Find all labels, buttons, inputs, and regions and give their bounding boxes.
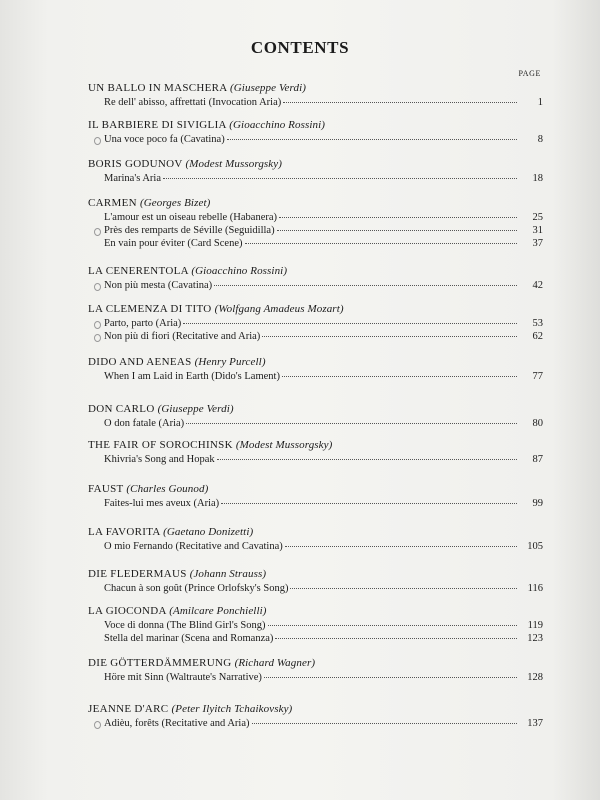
opera-title: THE FAIR OF SOROCHINSK [88, 439, 233, 451]
page-number: 53 [532, 318, 543, 329]
opera-title: DIE FLEDERMAUS [88, 568, 187, 580]
composer-name: (Gaetano Donizetti) [163, 526, 254, 538]
composer-name: (Modest Mussorgsky) [185, 158, 283, 170]
opera-heading [88, 604, 543, 619]
page-number: 37 [532, 238, 543, 249]
opera-heading [88, 702, 543, 717]
opera-heading [88, 402, 543, 417]
aria-title: Près des remparts de Séville (Seguidilla) [104, 225, 275, 236]
toc-section [88, 157, 543, 185]
aria-title: Chacun à son goût (Prince Orlofsky's Song) [104, 583, 289, 594]
aria-title: O mio Fernando (Recitative and Cavatina) [104, 541, 283, 552]
page-number: 105 [527, 541, 543, 552]
opera-title: UN BALLO IN MASCHERA [88, 82, 227, 94]
page-number: 42 [532, 280, 543, 291]
toc-entry[interactable] [88, 370, 543, 383]
toc-entry[interactable] [88, 453, 543, 466]
dot-leader [285, 546, 517, 547]
page-number: 80 [532, 418, 543, 429]
dot-leader [283, 102, 517, 103]
aria-title: Non più di fiori (Recitative and Aria) [104, 331, 261, 342]
toc-entry[interactable] [88, 279, 543, 292]
opera-heading [88, 567, 543, 582]
toc-section [88, 118, 543, 146]
toc-entry[interactable] [88, 172, 543, 185]
toc-entry[interactable] [88, 96, 543, 109]
pencil-mark-icon [94, 283, 101, 291]
dot-leader [186, 423, 517, 424]
page-title: CONTENTS [250, 38, 350, 57]
dot-leader [252, 723, 518, 724]
page-number: 99 [532, 498, 543, 509]
toc-section [88, 567, 543, 595]
toc-entry[interactable] [88, 133, 543, 146]
aria-title: O don fatale (Aria) [104, 418, 185, 429]
toc-section [88, 604, 543, 645]
page-number: 87 [532, 454, 543, 465]
page-number: 62 [532, 331, 543, 342]
toc-entry[interactable] [88, 632, 543, 645]
dot-leader [217, 459, 517, 460]
pencil-mark-icon [94, 721, 101, 729]
aria-title: Khivria's Song and Hopak [104, 454, 215, 465]
opera-title: DIE GÖTTERDÄMMERUNG [88, 657, 232, 669]
toc-section [88, 702, 543, 730]
opera-heading [88, 264, 543, 279]
opera-title: DIDO AND AENEAS [88, 356, 192, 368]
pencil-mark-icon [94, 334, 101, 342]
opera-heading [88, 157, 543, 172]
dot-leader [268, 625, 517, 626]
opera-heading [88, 81, 543, 96]
opera-title: LA FAVORITA [88, 526, 160, 538]
page-number: 128 [527, 672, 543, 683]
toc-entry[interactable] [88, 671, 543, 684]
opera-heading [88, 302, 543, 317]
dot-leader [290, 588, 517, 589]
toc-section [88, 656, 543, 684]
toc-entry[interactable] [88, 317, 543, 330]
pencil-mark-icon [94, 321, 101, 329]
toc-section [88, 302, 543, 343]
composer-name: (Wolfgang Amadeus Mozart) [214, 303, 344, 315]
dot-leader [264, 677, 517, 678]
toc-entry[interactable] [88, 619, 543, 632]
page-number: 25 [532, 212, 543, 223]
dot-leader [163, 178, 517, 179]
composer-name: (Charles Gounod) [126, 483, 209, 495]
page-column-label: PAGE [518, 69, 541, 78]
dot-leader [183, 323, 517, 324]
aria-title: Faites-lui mes aveux (Aria) [104, 498, 220, 509]
dot-leader [262, 336, 517, 337]
aria-title: L'amour est un oiseau rebelle (Habanera) [104, 212, 278, 223]
toc-section [88, 402, 543, 430]
toc-entry[interactable] [88, 417, 543, 430]
opera-title: BORIS GODUNOV [88, 158, 183, 170]
toc-entry[interactable] [88, 224, 543, 237]
aria-title: Una voce poco fa (Cavatina) [104, 134, 225, 145]
toc-section [88, 525, 543, 553]
opera-title: CARMEN [88, 197, 137, 209]
toc-section [88, 438, 543, 466]
toc-section [88, 264, 543, 292]
toc-entry[interactable] [88, 497, 543, 510]
aria-title: Stella del marinar (Scena and Romanza) [104, 633, 274, 644]
aria-title: Parto, parto (Aria) [104, 318, 182, 329]
opera-title: LA CLEMENZA DI TITO [88, 303, 212, 315]
aria-title: Adièu, forêts (Recitative and Aria) [104, 718, 250, 729]
toc-entry[interactable] [88, 237, 543, 250]
composer-name: (Peter Ilyitch Tchaikovsky) [171, 703, 293, 715]
toc-section [88, 482, 543, 510]
page-number: 119 [527, 620, 543, 631]
composer-name: (Modest Mussorgsky) [235, 439, 333, 451]
page-number: 18 [532, 173, 543, 184]
composer-name: (Giuseppe Verdi) [230, 82, 307, 94]
pencil-mark-icon [94, 228, 101, 236]
opera-title: FAUST [88, 483, 124, 495]
composer-name: (Gioacchino Rossini) [229, 119, 326, 131]
page-number: 123 [527, 633, 543, 644]
composer-name: (Henry Purcell) [194, 356, 266, 368]
toc-entry[interactable] [88, 211, 543, 224]
toc-section [88, 196, 543, 250]
opera-title: JEANNE D'ARC [88, 703, 169, 715]
dot-leader [245, 243, 518, 244]
opera-heading [88, 525, 543, 540]
opera-title: DON CARLO [88, 403, 155, 415]
dot-leader [277, 230, 517, 231]
opera-heading [88, 656, 543, 671]
toc-section [88, 81, 543, 109]
page-number: 8 [537, 134, 543, 145]
toc-entry[interactable] [88, 717, 543, 730]
composer-name: (Amilcare Ponchielli) [169, 605, 267, 617]
page-number: 137 [527, 718, 543, 729]
dot-leader [214, 285, 517, 286]
page-number: 116 [527, 583, 543, 594]
aria-title: Höre mit Sinn (Waltraute's Narrative) [104, 672, 262, 683]
dot-leader [227, 139, 517, 140]
toc-entry[interactable] [88, 582, 543, 595]
page-number: 77 [532, 371, 543, 382]
composer-name: (Richard Wagner) [234, 657, 316, 669]
aria-title: En vain pour éviter (Card Scene) [104, 238, 243, 249]
dot-leader [282, 376, 517, 377]
opera-title: LA GIOCONDA [88, 605, 167, 617]
composer-name: (Georges Bizet) [139, 197, 211, 209]
opera-title: IL BARBIERE DI SIVIGLIA [88, 119, 227, 131]
dot-leader [221, 503, 517, 504]
toc-section [88, 355, 543, 383]
opera-heading [88, 118, 543, 133]
opera-title: LA CENERENTOLA [88, 265, 189, 277]
aria-title: Marina's Aria [104, 173, 162, 184]
toc-entry[interactable] [88, 330, 543, 343]
opera-heading [88, 355, 543, 370]
aria-title: Re dell' abisso, affrettati (Invocation Aria) [104, 97, 282, 108]
aria-title: When I am Laid in Earth (Dido's Lament) [104, 371, 280, 382]
aria-title: Non più mesta (Cavatina) [104, 280, 213, 291]
opera-heading [88, 438, 543, 453]
page-number: 1 [537, 97, 543, 108]
opera-heading [88, 482, 543, 497]
dot-leader [275, 638, 517, 639]
page-number: 31 [532, 225, 543, 236]
opera-heading [88, 196, 543, 211]
dot-leader [279, 217, 517, 218]
toc-entry[interactable] [88, 540, 543, 553]
composer-name: (Gioacchino Rossini) [191, 265, 288, 277]
composer-name: (Johann Strauss) [189, 568, 267, 580]
pencil-mark-icon [94, 137, 101, 145]
composer-name: (Giuseppe Verdi) [157, 403, 234, 415]
aria-title: Voce di donna (The Blind Girl's Song) [104, 620, 266, 631]
